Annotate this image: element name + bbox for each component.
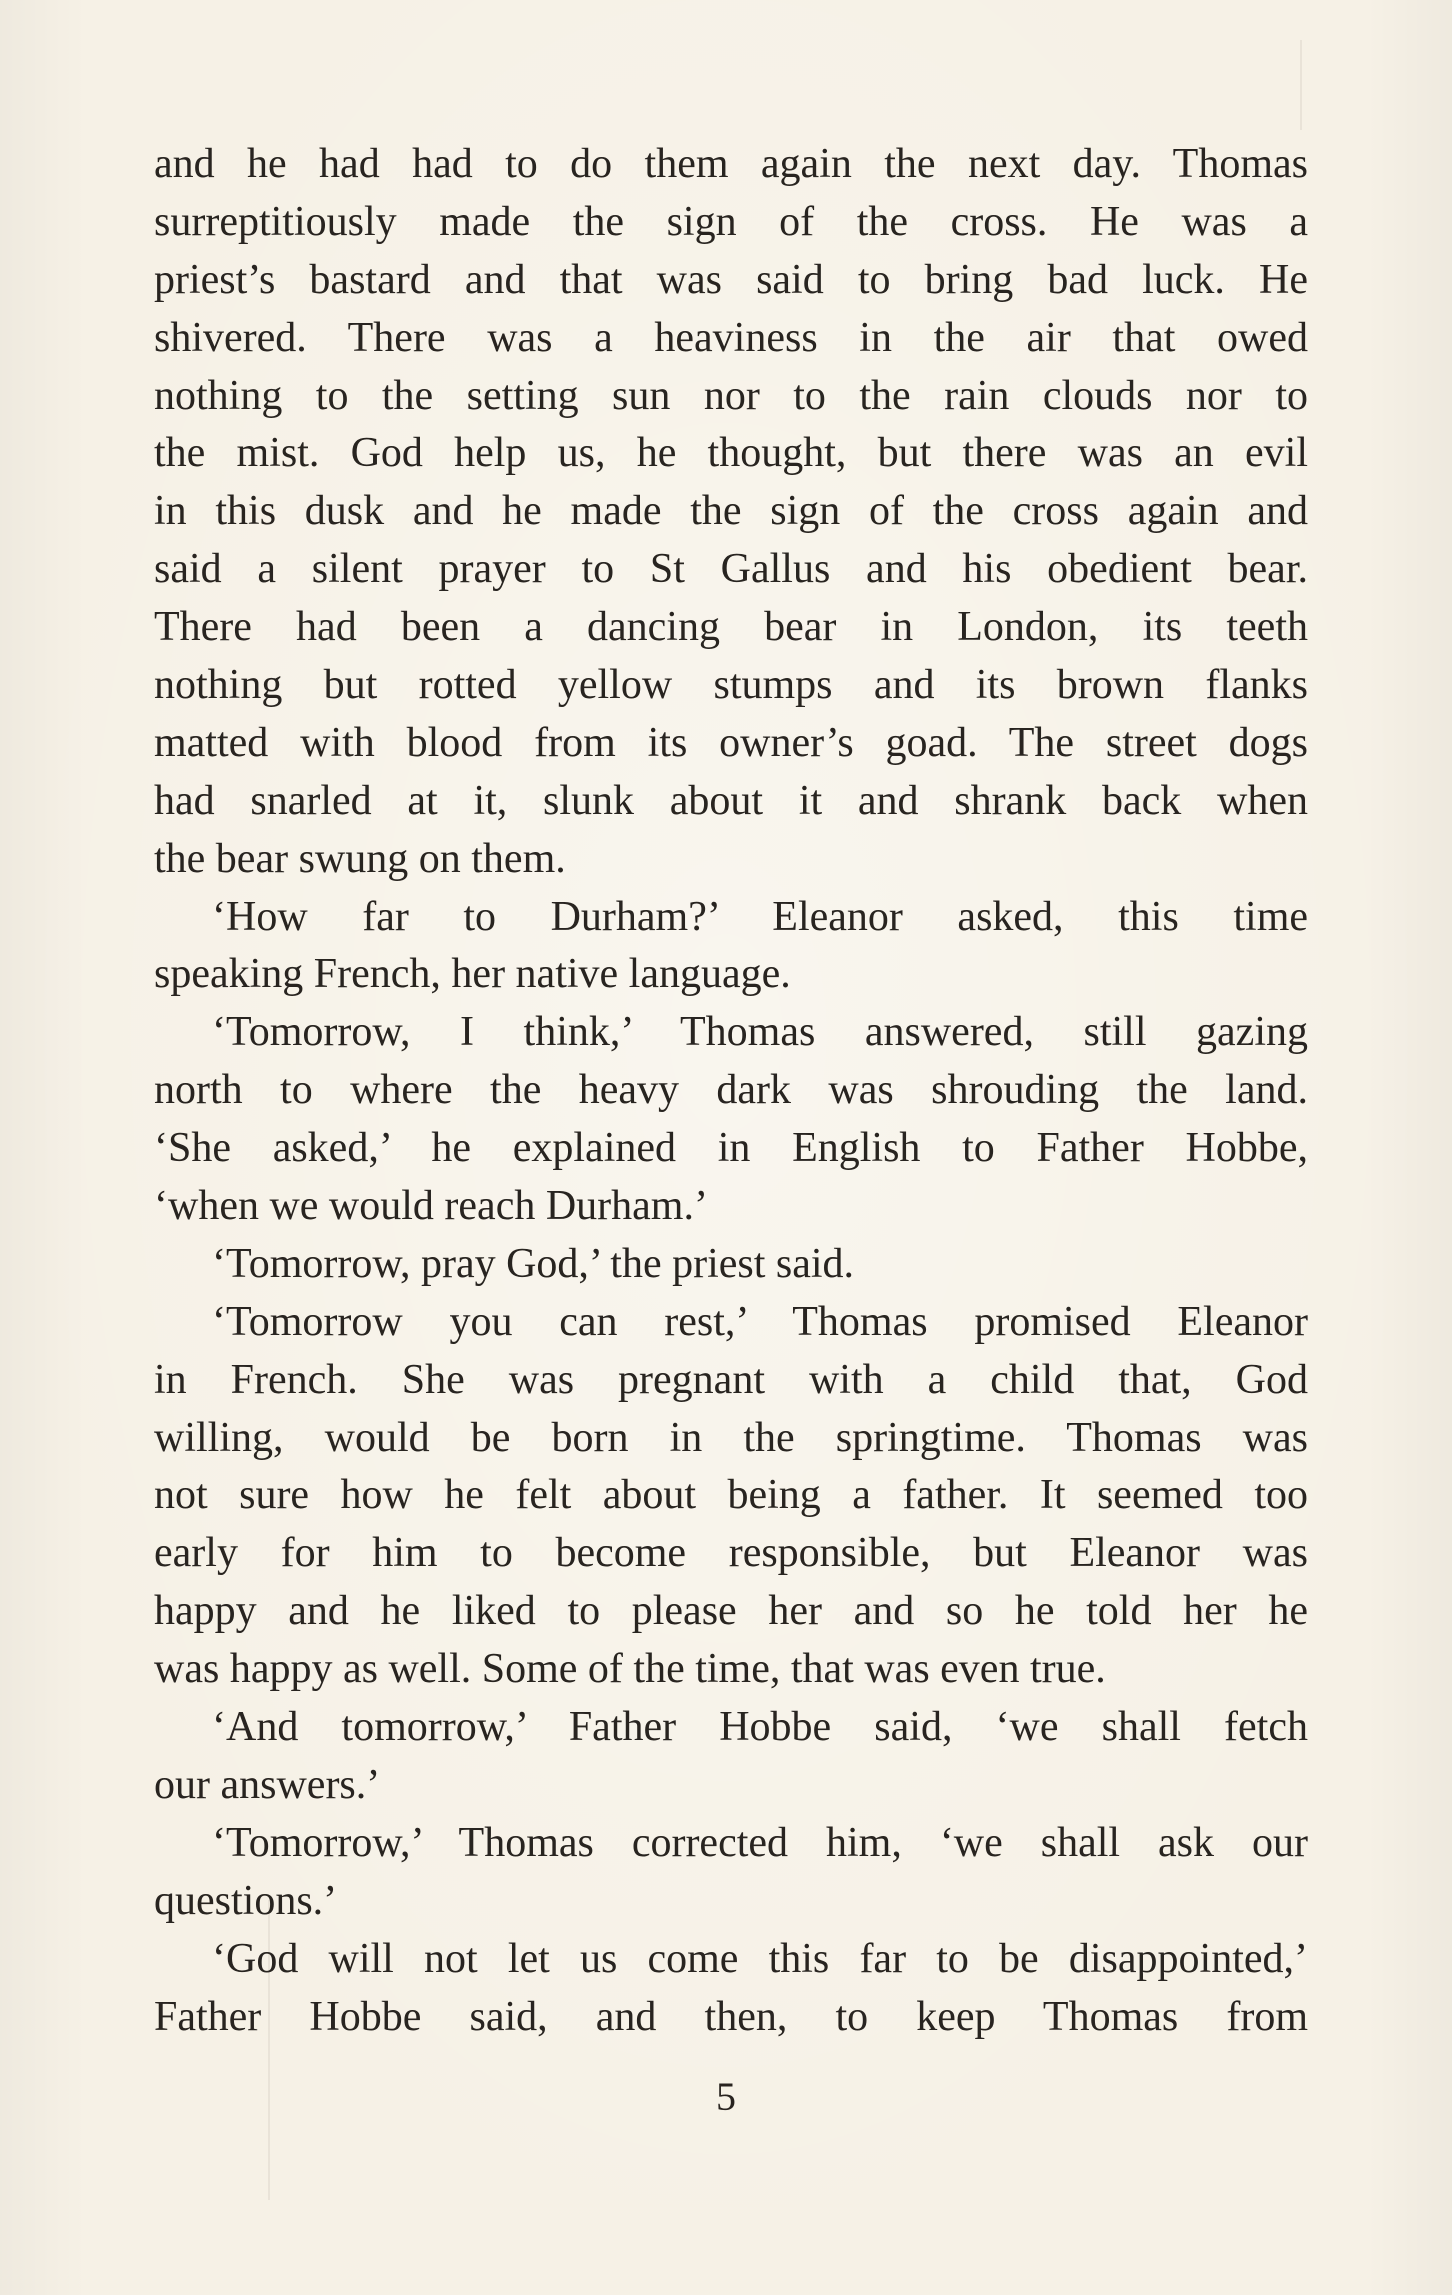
text-line: ‘She asked,’ he explained in English to Father Hobbe, bbox=[154, 1125, 1308, 1172]
text-line: said a silent prayer to St Gallus and his obedient bear. bbox=[154, 546, 1308, 593]
text-line: speaking French, her native language. bbox=[154, 951, 791, 998]
text-line: and he had had to do them again the next day. Thomas bbox=[154, 141, 1308, 187]
text-line: willing, would be born in the springtime. Thomas was bbox=[154, 1414, 1308, 1461]
page-number: 5 bbox=[716, 2074, 736, 2119]
text-line: ‘God will not let us come this far to be disappointed,’ bbox=[212, 1935, 1308, 1982]
body-text bbox=[154, 136, 1308, 2046]
text-line: ‘Tomorrow, I think,’ Thomas answered, still gazing bbox=[212, 1009, 1308, 1056]
text-line: our answers.’ bbox=[154, 1761, 381, 1808]
text-line: shivered. There was a heaviness in the air that owed bbox=[154, 314, 1308, 361]
text-line: ‘Tomorrow,’ Thomas corrected him, ‘we shall ask our bbox=[212, 1819, 1308, 1866]
page-crease-mark bbox=[1300, 40, 1302, 130]
text-line: not sure how he felt about being a father. It seemed too bbox=[154, 1472, 1308, 1519]
text-line: was happy as well. Some of the time, that was even true. bbox=[154, 1646, 1106, 1693]
text-line: ‘Tomorrow you can rest,’ Thomas promised Eleanor bbox=[212, 1298, 1308, 1345]
text-line: north to where the heavy dark was shrouding the land. bbox=[154, 1067, 1308, 1114]
text-line: in this dusk and he made the sign of the cross again and bbox=[154, 488, 1308, 535]
text-line: nothing to the setting sun nor to the rain clouds nor to bbox=[154, 372, 1308, 419]
text-line: the mist. God help us, he thought, but there was an evil bbox=[154, 430, 1308, 477]
text-line: questions.’ bbox=[154, 1877, 338, 1924]
text-line: early for him to become responsible, but Eleanor was bbox=[154, 1530, 1308, 1577]
text-line: the bear swung on them. bbox=[154, 835, 566, 882]
text-line: There had been a dancing bear in London, its teeth bbox=[154, 604, 1308, 651]
text-line: had snarled at it, slunk about it and shrank back when bbox=[154, 777, 1308, 824]
text-line: happy and he liked to please her and so he told her he bbox=[154, 1588, 1308, 1635]
text-line: ‘when we would reach Durham.’ bbox=[154, 1183, 708, 1230]
text-line: in French. She was pregnant with a child that, God bbox=[154, 1356, 1308, 1403]
text-line: surreptitiously made the sign of the cross. He was a bbox=[154, 198, 1308, 245]
text-line: ‘How far to Durham?’ Eleanor asked, this time bbox=[212, 893, 1308, 940]
text-line: Father Hobbe said, and then, to keep Thomas from bbox=[154, 1993, 1308, 2040]
text-line: ‘Tomorrow, pray God,’ the priest said. bbox=[212, 1240, 855, 1287]
text-line: priest’s bastard and that was said to bring bad luck. He bbox=[154, 256, 1308, 303]
text-line: ‘And tomorrow,’ Father Hobbe said, ‘we shall fetch bbox=[212, 1704, 1308, 1751]
text-line: matted with blood from its owner’s goad. The street dogs bbox=[154, 719, 1308, 766]
text-line: nothing but rotted yellow stumps and its brown flanks bbox=[154, 662, 1308, 709]
